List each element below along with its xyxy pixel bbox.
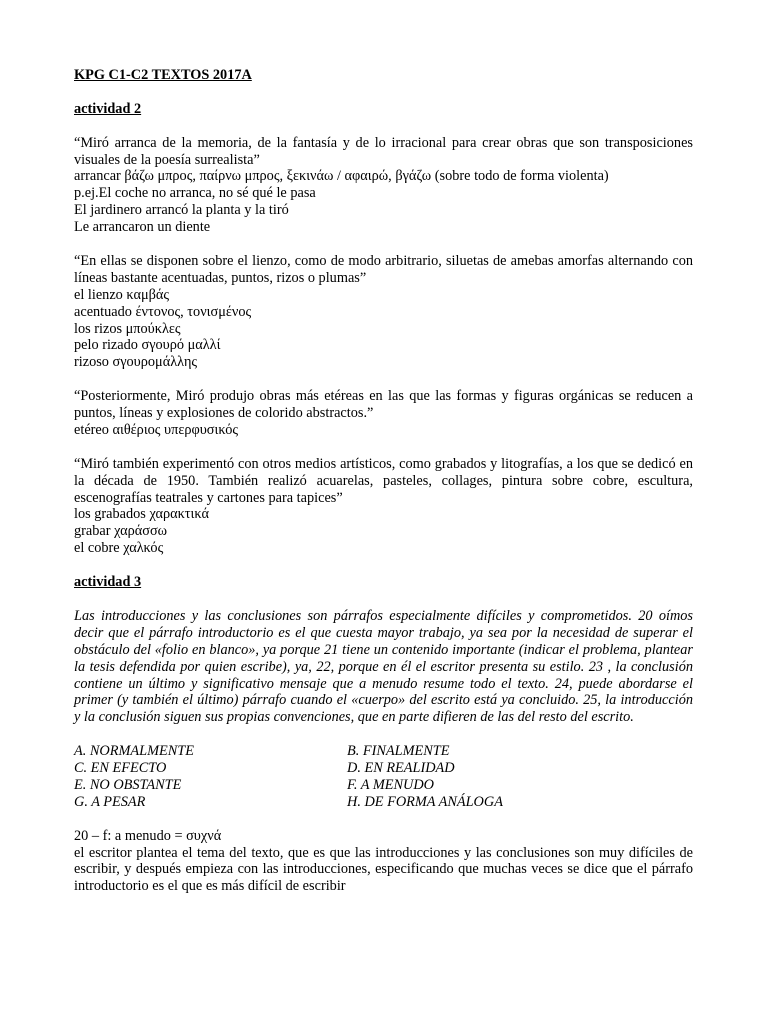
option-h: H. DE FORMA ANÁLOGA: [347, 793, 503, 810]
vocab-line: los rizos μπούκλες: [74, 320, 181, 337]
quote-3: “Posteriormente, Miró produjo obras más etéreas en las que las formas y figuras orgánicas se reducen a puntos, líneas y explosiones de colorido abstractos.”: [74, 388, 693, 422]
vocab-line: grabar χαράσσω: [74, 523, 168, 540]
exercise-paragraph: Las introducciones y las conclusiones son párrafos especialmente difíciles y comprometidos. 20 oímos decir que el párrafo introductorio es el que cuesta mayor trabajo, ya sea por la necesidad de superar el obstáculo del «folio en blanco», ya porque 21 tiene un contenido importante (indicar el problema, plantear la tesis defendida por quien escribe), ya, 22, porque en él el escritor presenta su estilo. 23 , la conclusión contiene un último y significativo mensaje que a menudo resume todo el texto. 24, puede abordarse el primer (y también el último) párrafo cuando el «cuerpo» del escrito está ya concluido. 25, la introducción y la conclusión siguen sus propias convenciones, que en parte difieren de las del resto del escrito.: [74, 607, 693, 726]
option-c: C. EN EFECTO: [74, 760, 167, 777]
option-a: A. NORMALMENTE: [74, 743, 194, 760]
vocab-line: arrancar βάζω μπρος, παίρνω μπρος, ξεκινάω / αφαιρώ, βγάζω (sobre todo de forma violenta): [74, 168, 609, 185]
activity-2-heading: actividad 2: [74, 100, 142, 117]
activity-3-heading: actividad 3: [74, 574, 142, 591]
option-b: B. FINALMENTE: [347, 743, 450, 760]
vocab-line: rizoso σγουρομάλλης: [74, 354, 198, 371]
option-f: F. A MENUDO: [347, 776, 434, 793]
vocab-line: el cobre χαλκός: [74, 540, 164, 557]
vocab-line: p.ej.El coche no arranca, no sé qué le pasa: [74, 185, 316, 202]
vocab-line: El jardinero arrancó la planta y la tiró: [74, 202, 289, 219]
quote-1: “Miró arranca de la memoria, de la fantasía y de lo irracional para crear obras que son transposiciones visuales de la poesía surrealista”: [74, 134, 693, 168]
quote-4: “Miró también experimentó con otros medios artísticos, como grabados y litografías, a los que se dedicó en la década de 1950. También realizó acuarelas, pasteles, collages, pintura sobre cobre, escultura, escenografías teatrales y cartones para tapices”: [74, 455, 693, 506]
vocab-line: Le arrancaron un diente: [74, 219, 211, 236]
quote-2: “En ellas se disponen sobre el lienzo, como de modo arbitrario, siluetas de amebas amorfas alternando con líneas bastante acentuadas, puntos, rizos o plumas”: [74, 252, 693, 286]
answer-explanation: el escritor plantea el tema del texto, que es que las introducciones y las conclusiones son muy difíciles de escribir, y después empieza con las introducciones, especificando que muchas veces se dice que el párrafo introductorio es el que es más difícil de escribir: [74, 844, 693, 895]
document-body: [74, 67, 693, 895]
option-d: D. EN REALIDAD: [347, 760, 455, 777]
answer-options: [74, 743, 693, 811]
vocab-line: los grabados χαρακτικά: [74, 506, 209, 523]
vocab-line: etéreo αιθέριος υπερφυσικός: [74, 421, 239, 438]
option-e: E. NO OBSTANTE: [74, 776, 182, 793]
vocab-line: acentuado έντονος, τονισμένος: [74, 303, 252, 320]
document-title: KPG C1-C2 TEXTOS 2017A: [74, 67, 252, 83]
answer-line: 20 – f: a menudo = συχνά: [74, 827, 222, 844]
option-g: G. A PESAR: [74, 793, 146, 810]
vocab-line: pelo rizado σγουρό μαλλί: [74, 337, 221, 354]
vocab-line: el lienzo καμβάς: [74, 286, 170, 303]
